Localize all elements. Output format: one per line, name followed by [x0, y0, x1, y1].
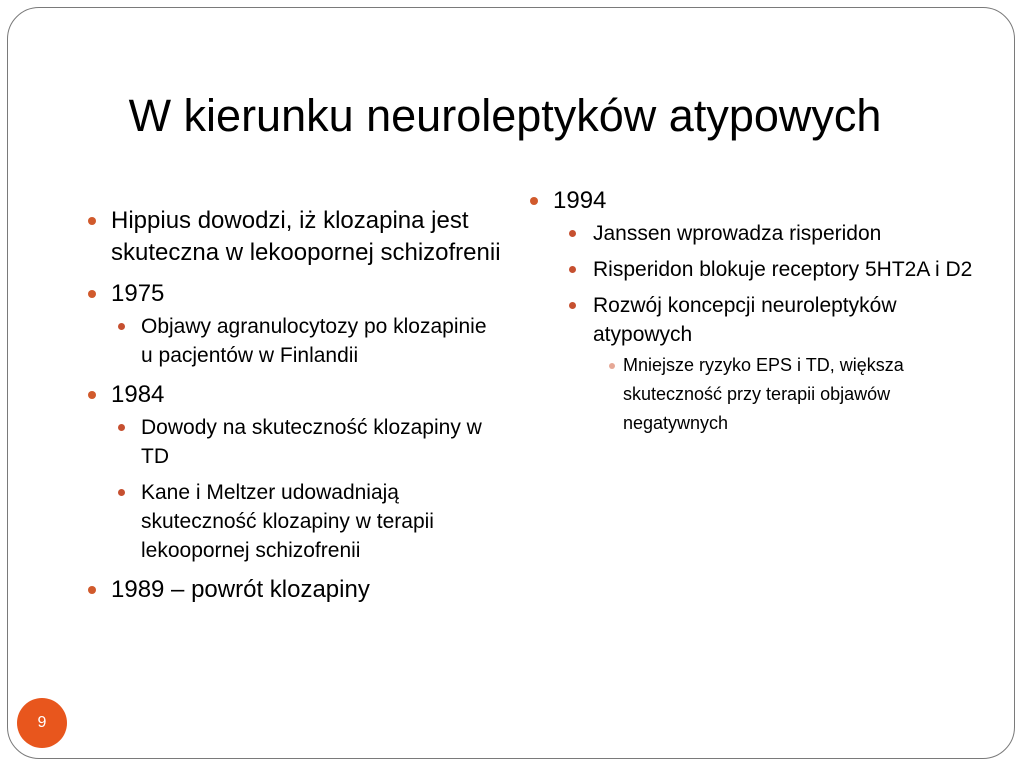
sub-bullet-icon: [118, 489, 125, 496]
bullet-item: [524, 185, 974, 438]
page-number-badge: 9: [17, 698, 67, 748]
sub-sub-bullet-text: Mniejsze ryzyko EPS i TD, większa skuteczność przy terapii objawów negatywnych: [623, 355, 904, 433]
bullet-icon: [88, 290, 96, 298]
bullet-icon: [88, 217, 96, 225]
sub-sub-bullet-item: [593, 351, 974, 438]
bullet-text: 1994: [553, 187, 607, 214]
bullet-item: [82, 205, 502, 269]
sub-list: [111, 413, 502, 565]
bullet-item: [82, 379, 502, 565]
sub-bullet-text: Janssen wprowadza risperidon: [593, 222, 882, 245]
sub-bullet-icon: [118, 323, 125, 330]
sub-bullet-item: [109, 312, 502, 370]
sub-bullet-icon: [569, 302, 576, 309]
sub-bullet-item: [553, 291, 974, 438]
sub-bullet-item: [553, 255, 974, 284]
sub-bullet-text: Dowody na skuteczność klozapiny w TD: [141, 416, 482, 468]
bullet-icon: [88, 391, 96, 399]
slide-title: W kierunku neuroleptyków atypowych: [128, 90, 882, 141]
bullet-icon: [530, 197, 538, 205]
sub-bullet-item: [109, 413, 502, 471]
sub-bullet-icon: [118, 424, 125, 431]
bullet-text: 1984: [111, 381, 165, 408]
bullet-text: 1989 – powrót klozapiny: [111, 576, 370, 603]
sub-bullet-text: Kane i Meltzer udowadniają skuteczność klozapiny w terapii lekoopornej schizofrenii: [141, 481, 434, 562]
sub-bullet-icon: [569, 266, 576, 273]
sub-bullet-item: [553, 219, 974, 248]
sub-sub-bullet-icon: [609, 363, 615, 369]
sub-list: [553, 219, 974, 438]
sub-sub-list: [593, 351, 974, 438]
bullet-icon: [88, 586, 96, 594]
bullet-text: Hippius dowodzi, iż klozapina jest skuteczna w lekoopornej schizofrenii: [111, 207, 501, 266]
right-column: [524, 185, 974, 447]
sub-bullet-text: Risperidon blokuje receptory 5HT2A i D2: [593, 258, 973, 281]
sub-bullet-text: Rozwój koncepcji neuroleptyków atypowych: [593, 294, 897, 346]
sub-bullet-item: [109, 478, 502, 565]
sub-bullet-icon: [569, 230, 576, 237]
bullet-text: 1975: [111, 280, 165, 307]
bullet-item: [82, 574, 502, 606]
sub-bullet-text: Objawy agranulocytozy po klozapinie u pacjentów w Finlandii: [141, 315, 487, 367]
sub-list: [111, 312, 502, 370]
left-column: [82, 205, 502, 615]
bullet-item: [82, 278, 502, 370]
